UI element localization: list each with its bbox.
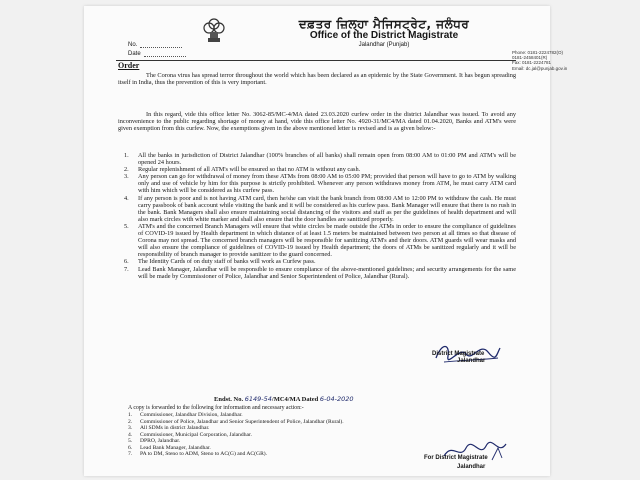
list-item: 4. Commissioner, Municipal Corporation, Jalandhar.: [128, 431, 252, 438]
list-item: 7. PA to DM, Steno to ADM, Steno to AC(G) and AC(GR).: [128, 451, 268, 458]
endorsement-date: 6-04-2020: [319, 395, 354, 403]
contact-line: Phone: 0181-2224782(O): [512, 50, 564, 55]
contact-line: Fax: 0181-2224781: [512, 60, 552, 66]
punjabi-office-title: ਦਫ਼ਤਰ ਜ਼ਿਲ੍ਹਾ ਮੈਜਿਸਟ੍ਰੇਟ, ਜਲੰਧਰ: [298, 17, 470, 31]
list-item: 1. Commissioner, Jalandhar Division, Jalandhar.: [128, 412, 243, 418]
letter-date-field: [128, 51, 186, 57]
letter-number-field: [128, 42, 182, 48]
list-item: 2. Commissioner of Police, Jalandhar and Senior Superintendent of Police, Jalandhar (Rural).: [128, 418, 344, 425]
order-paragraph-2: In this regard, vide this office letter No. 3062-85/MC-4/MA dated 23.03.2020 curfew order in the district Jalandhar was issued. To avoid any inconvenience to the public regarding shortage of money at hand, vide this office letter No. 4920-31/MC4/MA dated 01.04.2020, Banks and ATM's were given exemption from this curfew. Now, the exemptions given in the above mentioned letter is revised and is as given below:-: [118, 111, 516, 133]
signatory-place: Jalandhar: [457, 358, 486, 364]
contact-block: [512, 50, 582, 71]
order-heading: Order: [118, 61, 140, 70]
order-paragraph-1: The Corona virus has spread terror throughout the world which has been declared as an epidemic by the State Government. It has begun spreading itself in India, thus the prevention of this is very important.: [118, 72, 516, 87]
office-title: Office of the District Magistrate: [309, 30, 459, 41]
list-item: 1. All the banks in jurisdiction of District Jalandhar (100% branches of all banks) shall remain open from 08:00 AM to 01:00 PM and ATM's will be opened 24 hours.: [124, 152, 516, 167]
letter-number-label: No.: [128, 42, 138, 48]
contact-line: Email: dc.jal@punjab.gov.in: [512, 65, 568, 71]
state-emblem-icon: [202, 16, 226, 44]
header-divider: [116, 60, 516, 61]
list-item: 3. All SDMs in district Jalandhar.: [128, 425, 210, 432]
list-item: 6. Lead Bank Manager, Jalandhar.: [128, 444, 211, 451]
endorsement-number: 6149-54: [244, 395, 272, 403]
endorsement-suffix: /MC4/MA Dated: [271, 396, 319, 403]
endorsement-line: [214, 395, 354, 403]
letter-date-label: Date: [128, 51, 141, 57]
list-item: 3. Any person can go for withdrawal of money from these ATMs from 08:00 AM to 05:00 PM; provided that person will have to go to ATM by walking only and use of vehicle by him for this purpose is strictly prohibited. Whenever any person withdraws money from ATM, he must carry ATM card with him which will be considered as his curfew pass.: [124, 173, 516, 195]
exemption-list: [118, 152, 516, 280]
signatory-place: Jalandhar: [457, 464, 486, 470]
list-item: 6. The Identity Cards of on duty staff of banks will work as Curfew pass.: [124, 258, 316, 266]
list-item: 4. If any person is poor and is not having ATM card, then he/she can visit the bank branch from 08:00 AM to 12:00 PM to withdraw the cash. He must carry passbook of bank account while visiting the bank and it will be considered as his curfew pass. Bank Manager will ensure that there is no rush in the bank. Bank Managers shall also ensure maintaining social distancing of the visitors and staff as per the guidelines of health department and will also mark circles with white marker and shall also ensure that the door handles are sanitized properly.: [124, 194, 516, 223]
contact-line: 0181-2458401(R): [512, 55, 548, 61]
copy-heading: A copy is forwarded to the following for information and necessary action:-: [128, 405, 304, 411]
signatory-title: For District Magistrate: [424, 455, 488, 461]
endorsement-label: Endst. No.: [214, 396, 244, 403]
signatory-title: District Magistrate: [432, 351, 485, 357]
list-item: 7. Lead Bank Manager, Jalandhar will be responsible to ensure compliance of the above-mentioned guidelines; and security arrangements for the same will be made by Commissioner of Police, Jalandhar and Senior Superintendent of Police, Jalandhar (Rural).: [124, 265, 516, 280]
list-item: 2. Regular replenishment of all ATM's will be ensured so that no ATM is without any cash.: [124, 166, 361, 174]
copy-list: [128, 412, 408, 458]
list-item: 5. DPRO, Jalandhar.: [128, 438, 181, 445]
office-city: Jalandhar (Punjab): [358, 42, 410, 48]
list-item: 5. ATM's and the concerned Branch Managers will ensure that white circles be made outside the ATMs in order to ensure the compliance of guidelines of COVID-19 issued by Health department in which distance of at least 1.5 meters be maintained between two person at all times so that disease of Corona may not spread. The concerned branch managers will be responsible for sanitizing ATM's and their doors. ATM guards will wear masks and will also ensure the compliance of guidelines of COVID-19 issued by Health department; the doors of ATMs be sanitized regularly and it will be responsibility of branch manager to provide sanitizer to the guard concerned.: [124, 222, 516, 259]
